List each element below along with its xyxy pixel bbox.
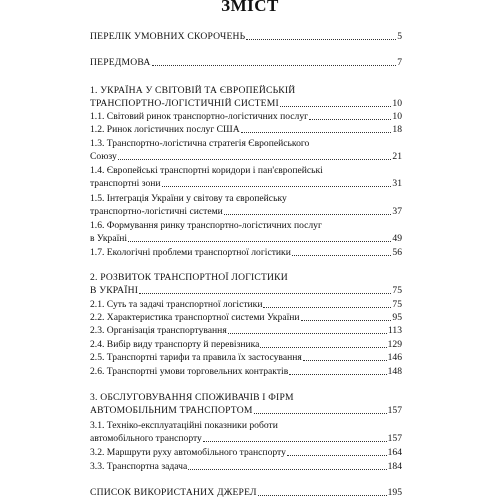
toc-page-number: 5 — [397, 31, 402, 42]
toc-page-number: 31 — [392, 178, 402, 189]
toc-entry-chapter-3[interactable] — [90, 391, 402, 417]
toc-page-number: 129 — [387, 339, 402, 350]
toc-entry-3-3[interactable] — [90, 460, 402, 473]
toc-page-number: 75 — [392, 299, 402, 310]
toc-entry-1-2[interactable] — [90, 123, 402, 136]
toc-label: 1.1. Світовий ринок транспортно-логістичних послуг — [90, 111, 309, 122]
toc-entry-1-3[interactable] — [90, 137, 402, 163]
toc-page-number: 18 — [392, 124, 402, 135]
toc-entry-2-3[interactable] — [90, 324, 402, 337]
toc-entry-1-6[interactable] — [90, 219, 402, 245]
toc-page-number: 95 — [392, 312, 402, 323]
toc-page-number: 75 — [392, 285, 402, 296]
toc-entry-preface[interactable] — [90, 56, 402, 69]
toc-label: в Україні — [90, 233, 128, 244]
toc-page-number: 184 — [387, 461, 402, 472]
toc-label: автомобільного транспорту — [90, 433, 202, 444]
toc-label-line1: 2. РОЗВИТОК ТРАНСПОРТНОЇ ЛОГІСТИКИ — [90, 272, 288, 283]
toc-label-line1: 1.5. Інтеграція України у світову та європейську — [90, 193, 287, 204]
toc-label: 1.7. Екологічні проблеми транспортної логістики — [90, 247, 291, 258]
toc-page-number: 7 — [397, 57, 402, 68]
toc-entry-2-6[interactable] — [90, 365, 402, 378]
toc-page-number: 146 — [387, 352, 402, 363]
toc-entry-1-7[interactable] — [90, 246, 402, 259]
toc-entry-3-2[interactable] — [90, 446, 402, 459]
toc-page-number: 113 — [387, 325, 402, 336]
toc-page-number: 148 — [387, 366, 402, 377]
toc-page-number: 157 — [387, 433, 402, 444]
toc-label-line1: 1.3. Транспортно-логістична стратегія Європейського — [90, 138, 310, 149]
toc-page-number: 10 — [392, 98, 402, 109]
toc-label: 2.3. Організація транспортування — [90, 325, 227, 336]
toc-page-number: 37 — [392, 206, 402, 217]
toc-label: 2.6. Транспортні умови торговельних контрактів — [90, 366, 289, 377]
toc-label: ПЕРЕЛІК УМОВНИХ СКОРОЧЕНЬ — [90, 31, 246, 42]
toc-label-line1: 3.1. Техніко-експлуатаційні показники роботи — [90, 420, 278, 431]
toc-label-line1: 1. УКРАЇНА У СВІТОВІЙ ТА ЄВРОПЕЙСЬКІЙ — [90, 85, 296, 96]
toc-page-number: 10 — [392, 111, 402, 122]
toc-label: 2.1. Суть та задачі транспортної логістики — [90, 299, 263, 310]
toc-entry-abbreviations[interactable] — [90, 30, 402, 43]
toc-label: 3.2. Маршрути руху автомобільного транспорту — [90, 447, 286, 458]
toc-entry-1-1[interactable] — [90, 110, 402, 123]
toc-label: АВТОМОБІЛЬНИМ ТРАНСПОРТОМ — [90, 405, 253, 416]
toc-entry-chapter-2[interactable] — [90, 271, 402, 297]
toc-label: 2.2. Характеристика транспортної системи України — [90, 312, 300, 323]
toc-entry-3-1[interactable] — [90, 419, 402, 445]
toc-page-number: 21 — [392, 151, 402, 162]
toc-label: 2.4. Вибір виду транспорту й перевізника — [90, 339, 260, 350]
toc-label: 1.2. Ринок логістичних послуг США — [90, 124, 240, 135]
toc-label-line1: 1.6. Формування ринку транспортно-логістичних послуг — [90, 220, 322, 231]
toc-label-line1: 3. ОБСЛУГОВУВАННЯ СПОЖИВАЧІВ І ФІРМ — [90, 392, 294, 403]
toc-page-number: 157 — [387, 405, 402, 416]
toc-entry-sources[interactable] — [90, 486, 402, 499]
toc-label-line1: 1.4. Європейські транспортні коридори і пан'європейські — [90, 165, 323, 176]
toc-label: 2.5. Транспортні тарифи та правила їх застосування — [90, 352, 302, 363]
toc-page-number: 49 — [392, 233, 402, 244]
toc-label: транспортно-логістичні системи — [90, 206, 223, 217]
toc-label: ПЕРЕДМОВА — [90, 57, 151, 68]
toc-label: СПИСОК ВИКОРИСТАНИХ ДЖЕРЕЛ — [90, 487, 257, 498]
toc-label: 3.3. Транспортна задача — [90, 461, 188, 472]
toc-entry-2-5[interactable] — [90, 351, 402, 364]
toc-entry-1-5[interactable] — [90, 192, 402, 218]
toc-entry-1-4[interactable] — [90, 164, 402, 190]
toc-page-number: 164 — [387, 447, 402, 458]
toc-entry-2-1[interactable] — [90, 298, 402, 311]
toc-label: ТРАНСПОРТНО-ЛОГІСТИЧНІЙ СИСТЕМІ — [90, 98, 279, 109]
toc-entry-chapter-1[interactable] — [90, 84, 402, 110]
toc-entry-2-4[interactable] — [90, 338, 402, 351]
toc-page-number: 56 — [392, 247, 402, 258]
toc-label: Союзу — [90, 151, 117, 162]
page-title: ЗМІСТ — [221, 0, 279, 15]
toc-page-number: 195 — [387, 487, 402, 498]
toc-label: В УКРАЇНІ — [90, 285, 139, 296]
toc-label: транспортні зони — [90, 178, 161, 189]
toc-entry-2-2[interactable] — [90, 311, 402, 324]
